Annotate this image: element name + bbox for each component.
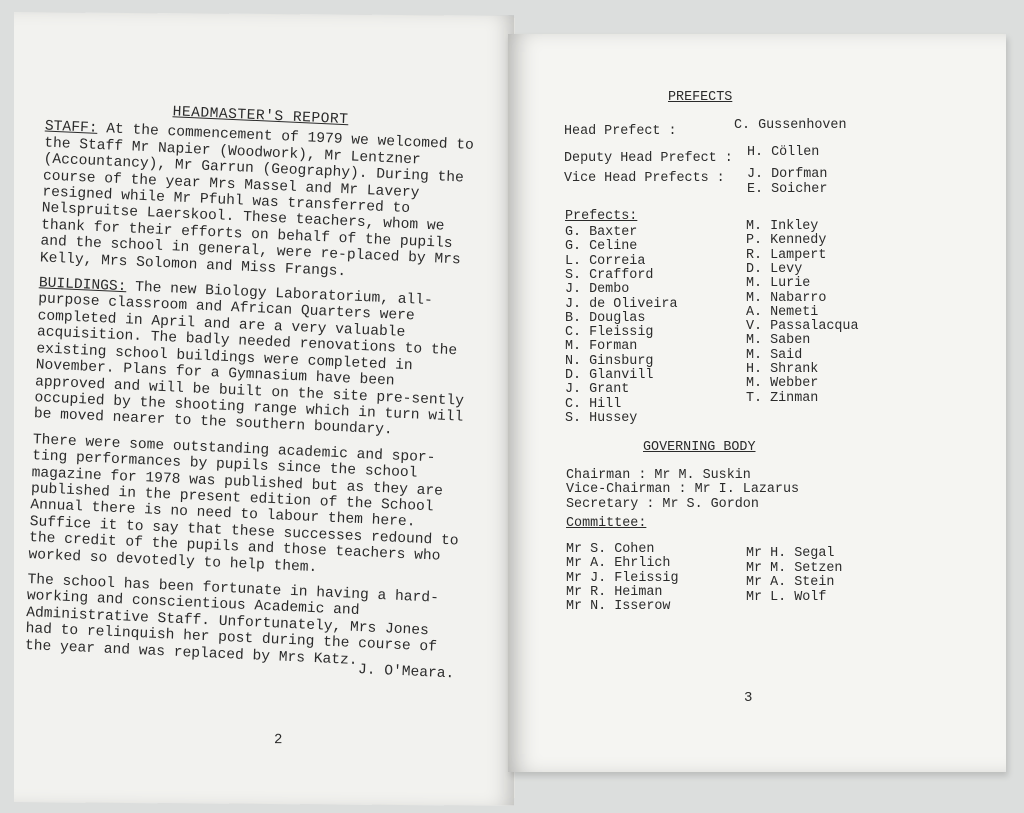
committee-member: Mr S. Cohen <box>566 542 655 557</box>
buildings-text: The new Biology Laboratorium, all-purpose classroom and African Quarters were completed in April and are a very valuable acquisition. The badly needed renovations to the existing school buildings were completed in November. Plans for a Gymnasium have been approved and will be built on the site pre-sently occupied by the shooting range which in turn will be moved nearer to the southern boundary. <box>33 279 465 439</box>
prefect-name: J. de Oliveira <box>565 296 678 312</box>
chairman-line: Chairman : Mr M. Suskin <box>566 468 751 483</box>
prefect-name: M. Webber <box>746 376 819 392</box>
prefect-name: C. Fleissig <box>565 325 654 341</box>
prefect-name: H. Shrank <box>746 362 819 377</box>
prefect-name: G. Celine <box>565 239 638 255</box>
governing-body-title: GOVERNING BODY <box>643 440 756 455</box>
prefect-name: A. Nemeti <box>746 304 819 320</box>
prefect-name: M. Said <box>746 347 803 363</box>
secretary-line: Secretary : Mr S. Gordon <box>566 497 759 512</box>
prefect-name: M. Saben <box>746 333 811 349</box>
page-number-left: 2 <box>274 732 283 749</box>
signature: J. O'Meara. <box>357 662 455 683</box>
prefect-name: R. Lampert <box>746 247 827 263</box>
committee-member: Mr L. Wolf <box>746 589 827 605</box>
head-prefect-name: C. Gussenhoven <box>734 118 847 133</box>
prefect-name: S. Hussey <box>565 410 638 426</box>
head-prefect-label: Head Prefect : <box>564 124 677 139</box>
committee-member: Mr J. Fleissig <box>566 570 679 586</box>
prefect-name: M. Inkley <box>746 219 819 234</box>
committee-member: Mr M. Setzen <box>746 560 843 576</box>
headmasters-report <box>24 98 475 682</box>
committee-member: Mr A. Stein <box>746 575 835 591</box>
staff-closing-paragraph: The school has been fortunate in having a hard-working and conscientious Academic and Administrative Staff. Unfortunately, Mrs Jones had to relinquish her post during the course of the year and was replaced by Mrs Katz. <box>24 571 440 669</box>
prefect-name: M. Lurie <box>746 276 811 292</box>
prefect-name: P. Kennedy <box>746 233 827 249</box>
prefects-label: Prefects: <box>565 209 638 224</box>
page-number-right: 3 <box>744 690 753 706</box>
prefect-name: C. Hill <box>565 396 622 412</box>
prefect-name: M. Forman <box>565 339 638 355</box>
prefect-name: D. Glanvill <box>565 368 654 383</box>
vice-head-prefects-label: Vice Head Prefects : <box>564 171 725 186</box>
prefect-name: T. Zinman <box>746 390 819 406</box>
deputy-head-prefect-label: Deputy Head Prefect : <box>564 151 733 166</box>
vice-chairman-line: Vice-Chairman : Mr I. Lazarus <box>566 482 800 497</box>
achievements-paragraph: There were some outstanding academic and spor-ting performances by pupils since the school magazine for 1978 was published but as they are published in the present edition of the School Annual there is no need to labour them here. Suffice it to say that these successes redound to the credit of the pupils and those teachers who worked so devotedly to help them. <box>28 431 459 576</box>
prefect-name: B. Douglas <box>565 310 646 326</box>
committee-member: Mr R. Heiman <box>566 584 663 600</box>
staff-text: At the commencement of 1979 we welcomed to the Staff Mr Napier (Woodwork), Mr Lentzner (Accountancy), Mr Garrun (Geography). During the course of the year Mrs Massel and Mr Lavery resigned while Mr Pfuhl was transferred to Nelspruitse Laerskool. These teachers, whom we thank for their efforts on behalf of the pupils and the school in general, were re-placed by Mrs Kelly, Mrs Solomon and Miss Frangs. <box>39 121 475 280</box>
buildings-paragraph <box>34 275 469 442</box>
vice-head-prefect-1: J. Dorfman <box>747 167 828 182</box>
left-page <box>14 12 514 805</box>
prefect-name: D. Levy <box>746 261 803 277</box>
prefect-name: V. Passalacqua <box>746 319 859 335</box>
prefect-name: J. Grant <box>565 382 630 398</box>
vice-head-prefect-2: E. Soicher <box>747 182 828 197</box>
prefect-name: M. Nabarro <box>746 290 827 306</box>
staff-paragraph <box>40 119 475 286</box>
staff-heading: STAFF: <box>44 118 98 138</box>
committee-member: Mr H. Segal <box>746 546 835 561</box>
right-page <box>508 34 1006 772</box>
prefect-name: L. Correia <box>565 253 646 269</box>
report-title: HEADMASTER'S REPORT <box>172 104 349 129</box>
prefects-title: PREFECTS <box>668 90 733 105</box>
committee-member: Mr A. Ehrlich <box>566 556 671 572</box>
prefect-name: J. Dembo <box>565 282 630 298</box>
prefect-name: S. Crafford <box>565 267 654 283</box>
prefect-name: N. Ginsburg <box>565 353 654 369</box>
buildings-heading: BUILDINGS: <box>38 275 127 296</box>
deputy-head-prefect-name: H. Cöllen <box>747 145 820 160</box>
prefect-name: G. Baxter <box>565 225 638 240</box>
committee-member: Mr N. Isserow <box>566 599 671 615</box>
committee-label: Committee: <box>566 516 647 531</box>
